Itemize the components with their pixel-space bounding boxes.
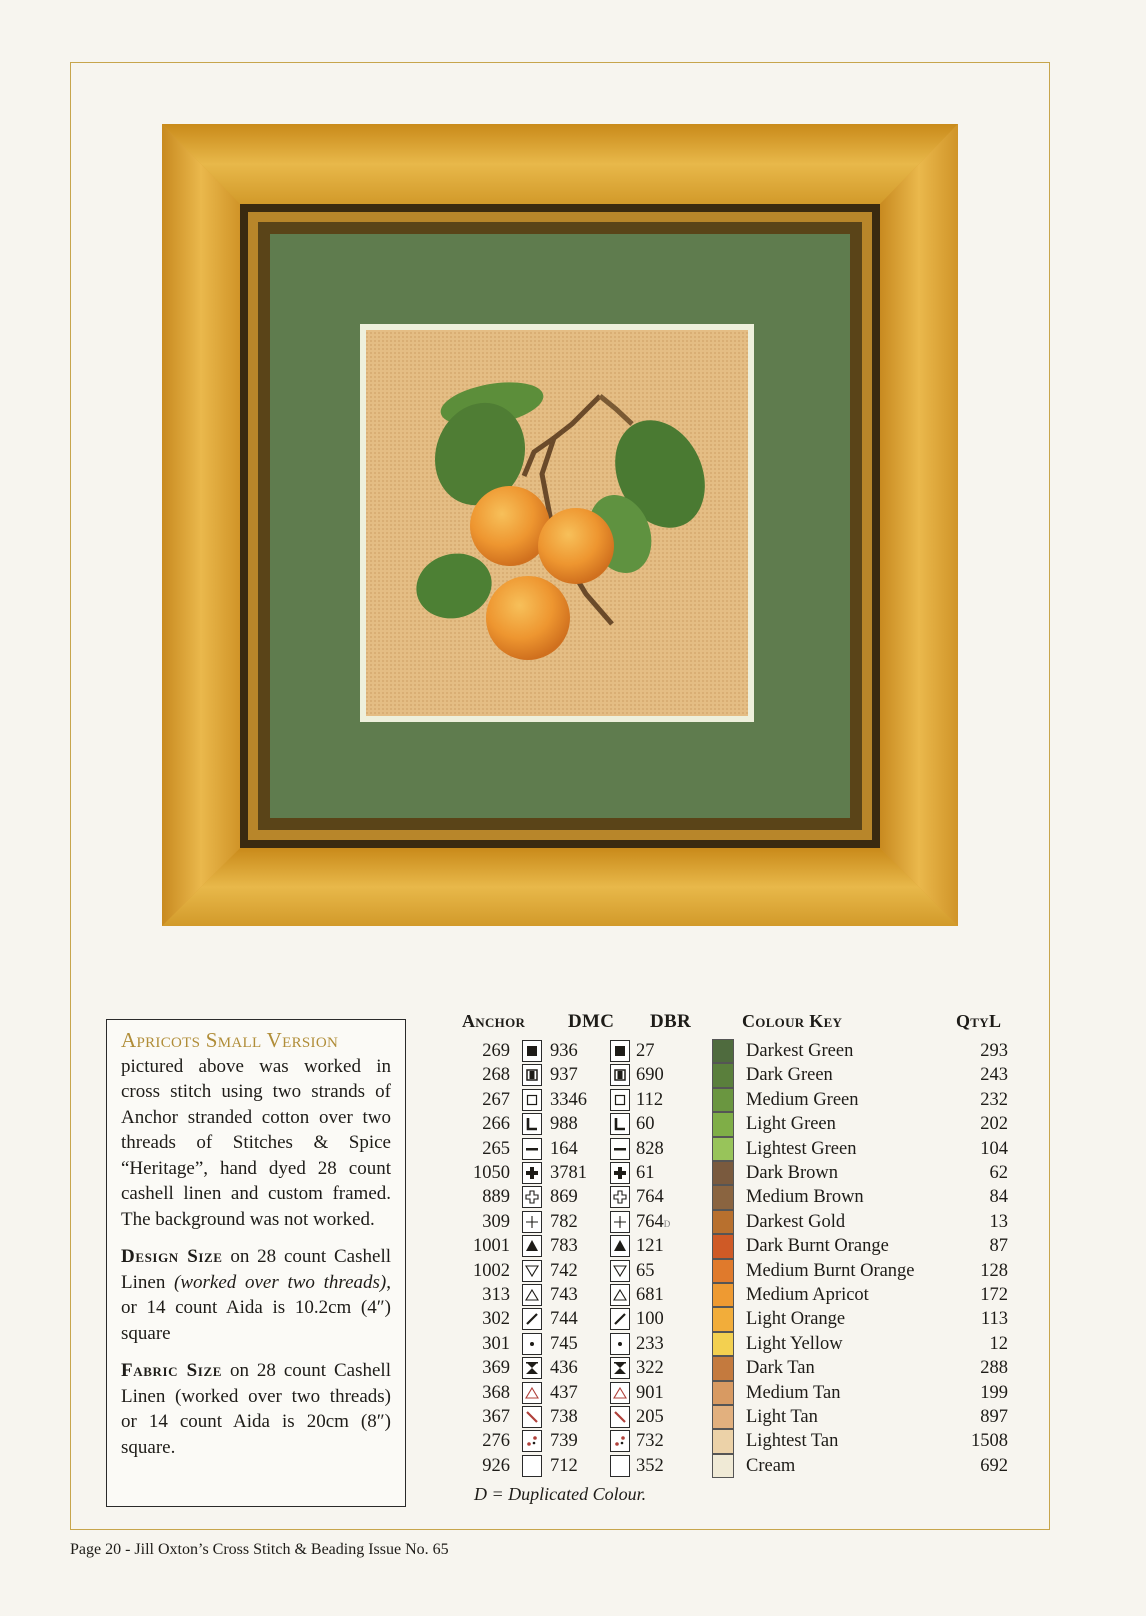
- dot-symbol-icon: [522, 1333, 542, 1355]
- red-dots-symbol-icon: [522, 1430, 542, 1452]
- colour-name: Light Green: [746, 1114, 836, 1135]
- open-square-symbol-icon: [522, 1089, 542, 1111]
- fabric-size-text: [121, 1358, 391, 1460]
- colour-name: Darkest Green: [746, 1041, 854, 1061]
- colour-name: Light Tan: [746, 1407, 818, 1427]
- anchor-number: 269: [482, 1041, 510, 1061]
- dbr-number: 27: [636, 1041, 655, 1061]
- dmc-number: 745: [550, 1333, 578, 1354]
- colour-swatch: [712, 1112, 734, 1136]
- colour-name: Lightest Green: [746, 1138, 857, 1159]
- anchor-number: 367: [482, 1407, 510, 1427]
- dbr-number: 121: [636, 1236, 664, 1257]
- hourglass-symbol-icon: [522, 1357, 542, 1379]
- design-size-italic: (worked over two threads): [174, 1271, 387, 1293]
- table-row: [468, 1429, 1008, 1453]
- quantity: 692: [980, 1455, 1008, 1476]
- open-plus-symbol-icon: [522, 1186, 542, 1208]
- colour-swatch: [712, 1185, 734, 1209]
- slash-symbol-icon: [610, 1308, 630, 1330]
- dbr-number: 352: [636, 1455, 664, 1476]
- colour-name: Medium Apricot: [746, 1285, 869, 1305]
- anchor-number: 302: [482, 1309, 510, 1330]
- anchor-number: 301: [482, 1333, 510, 1354]
- info-description: pictured above was worked in cross stitch using two strands of Anchor stranded cotton over two threads of Stitches & Spice “Heritage”, hand dyed 28 count cashell linen and custom framed. The background was not worked.: [121, 1055, 391, 1230]
- dbr-number: 60: [636, 1114, 655, 1135]
- colour-swatch: [712, 1405, 734, 1429]
- colour-swatch: [712, 1088, 734, 1112]
- colour-swatch: [712, 1381, 734, 1405]
- table-row: [468, 1283, 1008, 1307]
- solid-plus-symbol-icon: [522, 1162, 542, 1184]
- anchor-number: 266: [482, 1114, 510, 1135]
- anchor-number: 1001: [473, 1236, 510, 1257]
- colour-swatch: [712, 1429, 734, 1453]
- colour-swatch: [712, 1039, 734, 1063]
- anchor-number: 267: [482, 1089, 510, 1110]
- dmc-number: 712: [550, 1455, 578, 1476]
- dbr-number: 690: [636, 1065, 664, 1086]
- quantity: 62: [989, 1163, 1008, 1183]
- dot-symbol-icon: [610, 1333, 630, 1355]
- dbr-number: 764D: [636, 1211, 671, 1232]
- dmc-number: 3781: [550, 1163, 587, 1183]
- down-triangle-symbol-icon: [522, 1260, 542, 1282]
- apricots-info-box: [106, 1019, 406, 1507]
- anchor-number: 926: [482, 1455, 510, 1476]
- dbr-number: 65: [636, 1260, 655, 1281]
- half-square-symbol-icon: [610, 1064, 630, 1086]
- design-size-lead: Design Size: [121, 1246, 223, 1267]
- quantity: 13: [989, 1211, 1008, 1232]
- dmc-number: 869: [550, 1187, 578, 1208]
- colour-swatch: [712, 1356, 734, 1380]
- colour-name: Medium Tan: [746, 1382, 841, 1403]
- header-anchor: Anchor: [462, 1011, 526, 1031]
- colour-swatch: [712, 1210, 734, 1234]
- table-row: [468, 1381, 1008, 1405]
- dash-symbol-icon: [610, 1138, 630, 1160]
- colour-swatch: [712, 1307, 734, 1331]
- table-row: [468, 1210, 1008, 1234]
- dmc-number: 988: [550, 1114, 578, 1135]
- header-qty: QtyL: [956, 1011, 1002, 1031]
- quantity: 202: [980, 1114, 1008, 1135]
- design-size-text: [121, 1244, 391, 1346]
- quantity: 199: [980, 1382, 1008, 1403]
- quantity: 232: [980, 1089, 1008, 1110]
- open-triangle-symbol-icon: [610, 1284, 630, 1306]
- table-row: [468, 1405, 1008, 1429]
- table-row: [468, 1039, 1008, 1063]
- colour-name: Darkest Gold: [746, 1211, 846, 1232]
- dmc-number: 744: [550, 1309, 578, 1330]
- colour-swatch: [712, 1259, 734, 1283]
- quantity: 243: [980, 1065, 1008, 1086]
- open-triangle-symbol-icon: [522, 1284, 542, 1306]
- table-row: [468, 1088, 1008, 1112]
- solid-square-symbol-icon: [610, 1040, 630, 1062]
- hourglass-symbol-icon: [610, 1357, 630, 1379]
- colour-name: Medium Burnt Orange: [746, 1260, 915, 1281]
- anchor-number: 313: [482, 1285, 510, 1305]
- dmc-number: 783: [550, 1236, 578, 1257]
- header-dmc: DMC: [568, 1011, 615, 1032]
- dmc-number: 782: [550, 1211, 578, 1232]
- colour-name: Dark Tan: [746, 1358, 815, 1379]
- table-row: [468, 1063, 1008, 1087]
- colour-name: Medium Brown: [746, 1187, 864, 1208]
- quantity: 172: [980, 1285, 1008, 1305]
- quantity: 87: [989, 1236, 1008, 1257]
- colour-swatch: [712, 1283, 734, 1307]
- colour-swatch: [712, 1454, 734, 1478]
- info-title: Apricots Small Version: [121, 1028, 339, 1052]
- table-row: [468, 1454, 1008, 1478]
- table-row: [468, 1234, 1008, 1258]
- colour-swatch: [712, 1234, 734, 1258]
- table-row: [468, 1112, 1008, 1136]
- dbr-number: 828: [636, 1138, 664, 1159]
- quantity: 12: [989, 1333, 1008, 1354]
- anchor-number: 1002: [473, 1260, 510, 1281]
- open-plus-symbol-icon: [610, 1186, 630, 1208]
- dbr-number: 233: [636, 1333, 664, 1354]
- quantity: 288: [980, 1358, 1008, 1379]
- solid-triangle-symbol-icon: [610, 1235, 630, 1257]
- colour-name: Cream: [746, 1455, 796, 1476]
- duplicated-marker: D: [663, 1218, 671, 1229]
- table-row: [468, 1356, 1008, 1380]
- design-size-text-part: on 28 count Cashell Linen: [121, 1246, 392, 1293]
- page-footer: Page 20 - Jill Oxton’s Cross Stitch & Beading Issue No. 65: [70, 1541, 449, 1558]
- red-triangle-symbol-icon: [522, 1382, 542, 1404]
- design-size-text-part: , or 14 count Aida is 10.2cm (4″) square: [121, 1271, 391, 1344]
- table-row: [468, 1307, 1008, 1331]
- duplicated-colour-note: D = Duplicated Colour.: [474, 1484, 647, 1504]
- red-dots-symbol-icon: [610, 1430, 630, 1452]
- quantity: 128: [980, 1260, 1008, 1281]
- quantity: 84: [989, 1187, 1008, 1208]
- quantity: 104: [980, 1138, 1008, 1159]
- header-colour-key: Colour Key: [742, 1011, 843, 1031]
- table-row: [468, 1161, 1008, 1185]
- table-row: [468, 1137, 1008, 1161]
- corner-symbol-icon: [522, 1113, 542, 1135]
- dbr-number: 205: [636, 1407, 664, 1427]
- dmc-number: 164: [550, 1138, 578, 1159]
- solid-square-symbol-icon: [522, 1040, 542, 1062]
- anchor-number: 309: [482, 1211, 510, 1232]
- dmc-number: 436: [550, 1358, 578, 1379]
- colour-name: Dark Burnt Orange: [746, 1236, 889, 1257]
- colour-name: Lightest Tan: [746, 1431, 839, 1452]
- colour-name: Dark Brown: [746, 1163, 838, 1183]
- solid-triangle-symbol-icon: [522, 1235, 542, 1257]
- dbr-number: 901: [636, 1382, 664, 1403]
- thin-plus-symbol-icon: [610, 1211, 630, 1233]
- quantity: 897: [980, 1407, 1008, 1427]
- quantity: 293: [980, 1041, 1008, 1061]
- table-row: [468, 1185, 1008, 1209]
- dmc-number: 937: [550, 1065, 578, 1086]
- dbr-number: 112: [636, 1089, 664, 1110]
- red-backslash-symbol-icon: [610, 1406, 630, 1428]
- dbr-number: 732: [636, 1431, 664, 1452]
- dmc-number: 739: [550, 1431, 578, 1452]
- fabric-size-lead: Fabric Size: [121, 1360, 223, 1381]
- dbr-number: 61: [636, 1163, 655, 1183]
- table-row: [468, 1259, 1008, 1283]
- blank-symbol-icon: [522, 1455, 542, 1477]
- quantity: 113: [980, 1309, 1008, 1330]
- colour-swatch: [712, 1161, 734, 1185]
- dash-symbol-icon: [522, 1138, 542, 1160]
- fabric-size-text-part: on 28 count Cashell Linen (worked over two threads) or 14 count Aida is 20cm (8″) square.: [121, 1360, 391, 1458]
- colour-swatch: [712, 1063, 734, 1087]
- colour-swatch: [712, 1332, 734, 1356]
- anchor-number: 1050: [473, 1163, 510, 1183]
- header-dbr: DBR: [650, 1011, 692, 1032]
- dmc-number: 743: [550, 1285, 578, 1305]
- anchor-number: 265: [482, 1138, 510, 1159]
- colour-swatch: [712, 1137, 734, 1161]
- dmc-number: 742: [550, 1260, 578, 1281]
- down-triangle-symbol-icon: [610, 1260, 630, 1282]
- slash-symbol-icon: [522, 1308, 542, 1330]
- anchor-number: 368: [482, 1382, 510, 1403]
- dbr-number: 322: [636, 1358, 664, 1379]
- dmc-number: 738: [550, 1407, 578, 1427]
- red-triangle-symbol-icon: [610, 1382, 630, 1404]
- anchor-number: 276: [482, 1431, 510, 1452]
- dmc-number: 437: [550, 1382, 578, 1403]
- framed-apricots-photo: [162, 124, 958, 926]
- anchor-number: 889: [482, 1187, 510, 1208]
- anchor-number: 268: [482, 1065, 510, 1086]
- quantity: 1508: [971, 1431, 1008, 1452]
- dmc-number: 936: [550, 1041, 578, 1061]
- colour-name: Light Orange: [746, 1309, 846, 1330]
- dbr-number: 681: [636, 1285, 664, 1305]
- dmc-number: 3346: [550, 1089, 587, 1110]
- half-square-symbol-icon: [522, 1064, 542, 1086]
- anchor-number: 369: [482, 1358, 510, 1379]
- thin-plus-symbol-icon: [522, 1211, 542, 1233]
- blank-symbol-icon: [610, 1455, 630, 1477]
- colour-name: Medium Green: [746, 1089, 859, 1110]
- colour-name: Dark Green: [746, 1065, 833, 1086]
- corner-symbol-icon: [610, 1113, 630, 1135]
- open-square-symbol-icon: [610, 1089, 630, 1111]
- red-backslash-symbol-icon: [522, 1406, 542, 1428]
- dbr-number: 100: [636, 1309, 664, 1330]
- colour-name: Light Yellow: [746, 1333, 843, 1354]
- table-row: [468, 1332, 1008, 1356]
- solid-plus-symbol-icon: [610, 1162, 630, 1184]
- dbr-number: 764: [636, 1187, 664, 1208]
